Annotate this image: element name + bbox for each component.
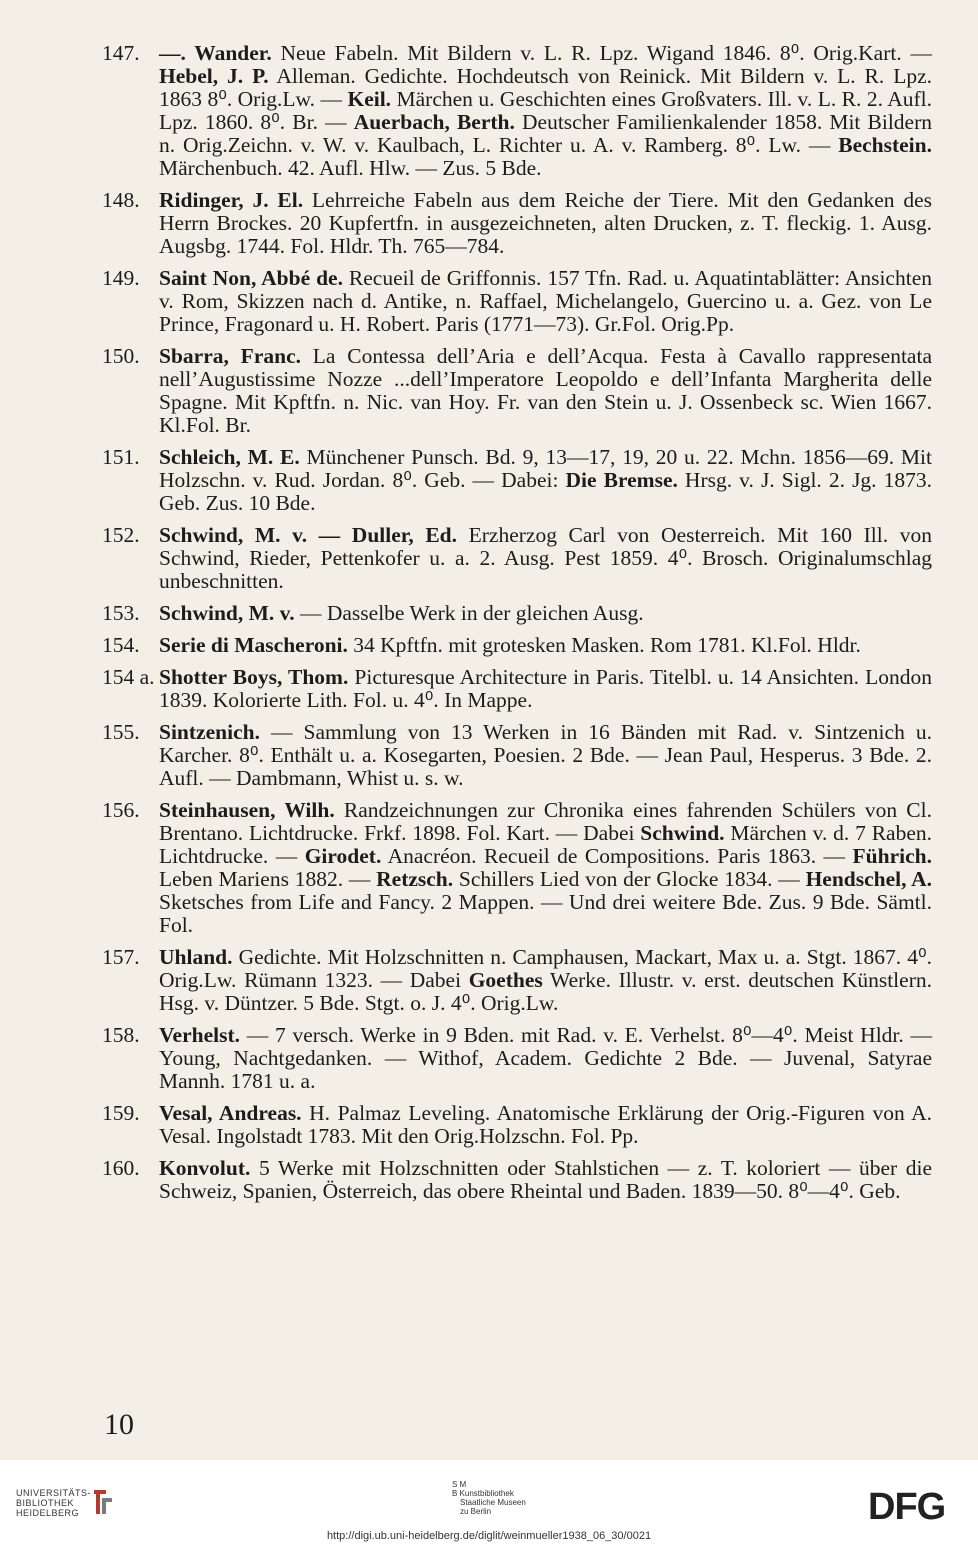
smb-line-1: S M: [452, 1480, 467, 1489]
entry-text: Randzeichnungen zur Chronika eines fahrenden Schülers von Cl. Brentano. Lichtdrucke. Frkf. 1898. Fol. Kart. — Dabei: [159, 798, 932, 845]
entry-number: 153.: [102, 601, 140, 625]
entry-text: Gedichte. Mit Holzschnitten n. Camphausen, Mackart, Max u. a. Stgt. 1867. 4⁰. Orig.Lw. Rümann 1323. — Dabei: [159, 945, 932, 992]
entry-author: Führich.: [852, 844, 932, 868]
entry-text: Lehrreiche Fabeln aus dem Reiche der Tiere. Mit den Gedanken des Herrn Brockes. 20 Kupfertfn. in ausgezeichneten, alten Drucken, z. T. fleckig. 1. Ausg. Augsbg. 1744. Fol. Hldr. Th. 765—784.: [159, 188, 932, 258]
entry-number: 149.: [102, 266, 140, 290]
entry-number: 148.: [102, 188, 140, 212]
smb-line-3: Staatliche Museen: [460, 1498, 526, 1507]
catalog-entry: [102, 721, 932, 790]
smb-line-4: zu Berlin: [460, 1507, 492, 1516]
entry-text: — Sammlung von 13 Werken in 16 Bänden mit Rad. v. Sintzenich u. Karcher. 8⁰. Enthält u. a. Kosegarten, Poesien. 2 Bde. — Jean Paul, Hesperus. 3 Bde. 2. Aufl. — Dambmann, Whist u. s. w.: [159, 720, 932, 790]
catalog-entry: [102, 446, 932, 515]
smb-label: [452, 1480, 526, 1516]
entry-text: Märchenbuch. 42. Aufl. Hlw. — Zus. 5 Bde.: [159, 156, 542, 180]
catalog-entry: [102, 189, 932, 258]
entry-author: Girodet.: [304, 844, 382, 868]
university-line-3: HEIDELBERG: [16, 1508, 80, 1518]
entry-number: 156.: [102, 798, 140, 822]
entry-number: 154.: [102, 633, 140, 657]
smb-line-2: B Kunstbibliothek: [452, 1489, 514, 1498]
entry-text: La Contessa dell’Aria e dell’Acqua. Festa à Cavallo rappresentata nell’Augustissime Nozze ...dell’Imperatore Leopoldo e dell’Infanta Margherita delle Spagne. Mit Kpftfn. n. Nic. van Hoy. Fr. van den Stein u. J. Ossenbeck sc. Wien 1667. Kl.Fol. Br.: [159, 344, 932, 437]
entry-author: Vesal, Andreas.: [159, 1101, 302, 1125]
entry-author: Die Bremse.: [565, 468, 678, 492]
catalog-entry: [102, 42, 932, 180]
entry-text: — Dasselbe Werk in der gleichen Ausg.: [294, 601, 644, 625]
viewer-footer: [0, 1460, 978, 1548]
catalog-entry: [102, 524, 932, 593]
entry-author: Verhelst.: [159, 1023, 241, 1047]
entry-text: Münchener Punsch. Bd. 9, 13—17, 19, 20 u. 22. Mchn. 1856—69. Mit Holzschn. v. Rud. Jordan. 8⁰. Geb. — Dabei:: [159, 445, 932, 492]
entry-number: 151.: [102, 445, 140, 469]
university-line-2: BIBLIOTHEK: [16, 1498, 75, 1508]
catalog-entry: [102, 1102, 932, 1148]
catalog-entries: [102, 42, 932, 1212]
entry-text: Recueil de Griffonnis. 157 Tfn. Rad. u. Aquatintablätter: Ansichten v. Rom, Skizzen nach d. Antike, n. Raffael, Michelangelo, Guercino u. a. Gez. von Le Prince, Fragonard u. H. Robert. Paris (1771—73). Gr.Fol. Orig.Pp.: [159, 266, 932, 336]
entry-author: —. Wander.: [159, 41, 272, 65]
catalog-entry: [102, 1024, 932, 1093]
catalog-entry: [102, 345, 932, 437]
page-number: 10: [104, 1408, 134, 1441]
entry-author: Sbarra, Franc.: [159, 344, 301, 368]
entry-author: Sintzenich.: [159, 720, 260, 744]
entry-number: 159.: [102, 1101, 140, 1125]
entry-text: Sketsches from Life and Fancy. 2 Mappen. — Und drei weitere Bde. Zus. 9 Bde. Sämtl. Fol.: [159, 890, 932, 937]
entry-text: Werke. Illustr. v. erst. deutschen Künstlern. Hsg. v. Düntzer. 5 Bde. Stgt. o. J. 4⁰. Orig.Lw.: [159, 968, 932, 1015]
entry-author: Schleich, M. E.: [159, 445, 300, 469]
entry-text: Anacréon. Recueil de Compositions. Paris 1863. —: [381, 844, 853, 868]
entry-author: Hebel, J. P.: [159, 64, 269, 88]
entry-text: H. Palmaz Leveling. Anatomische Erklärung der Orig.-Figuren von A. Vesal. Ingolstadt 1783. Mit den Orig.Holzschn. Fol. Pp.: [159, 1101, 932, 1148]
entry-text: 34 Kpftfn. mit grotesken Masken. Rom 1781. Kl.Fol. Hldr.: [347, 633, 861, 657]
entry-number: 157.: [102, 945, 140, 969]
entry-text: Erzherzog Carl von Oesterreich. Mit 160 Ill. von Schwind, Rieder, Pettenkofer u. a. 2. Ausg. Pest 1859. 4⁰. Brosch. Originalumschlag unbeschnitten.: [159, 523, 932, 593]
entry-author: Schwind, M. v.: [159, 601, 295, 625]
entry-author: Schwind, M. v. — Duller, Ed.: [159, 523, 457, 547]
entry-text: Schillers Lied von der Glocke 1834. —: [453, 867, 806, 891]
entry-text: 5 Werke mit Holzschnitten oder Stahlstichen — z. T. koloriert — über die Schweiz, Spanien, Österreich, das obere Rheintal und Baden. 1839—50. 8⁰—4⁰. Geb.: [159, 1156, 932, 1203]
entry-number: 154 a.: [102, 665, 155, 689]
entry-number: 147.: [102, 41, 140, 65]
entry-text: Neue Fabeln. Mit Bildern v. L. R. Lpz. Wigand 1846. 8⁰. Orig.Kart. —: [271, 41, 932, 65]
entry-author: Saint Non, Abbé de.: [159, 266, 343, 290]
entry-number: 155.: [102, 720, 140, 744]
catalog-entry: [102, 946, 932, 1015]
university-library-label: [16, 1488, 91, 1518]
entry-number: 152.: [102, 523, 140, 547]
catalog-entry: [102, 267, 932, 336]
catalog-entry: [102, 634, 932, 657]
entry-number: 160.: [102, 1156, 140, 1180]
entry-number: 150.: [102, 344, 140, 368]
entry-author: Retzsch.: [376, 867, 454, 891]
dfg-logo: DFG: [868, 1486, 946, 1528]
university-line-1: UNIVERSITÄTS-: [16, 1488, 92, 1498]
entry-author: Schwind.: [640, 821, 725, 845]
catalog-entry: [102, 666, 932, 712]
catalog-entry: [102, 799, 932, 937]
entry-author: Serie di Mascheroni.: [159, 633, 348, 657]
catalog-entry: [102, 602, 932, 625]
entry-number: 158.: [102, 1023, 140, 1047]
entry-author: Steinhausen, Wilh.: [159, 798, 335, 822]
entry-text: Märchen u. Geschichten eines Großvaters. Ill. v. L. R. 2. Aufl. Lpz. 1860. 8⁰. Br. —: [159, 87, 932, 134]
entry-text: Märchen v. d. 7 Raben. Lichtdrucke. —: [159, 821, 932, 868]
entry-author: Konvolut.: [159, 1156, 251, 1180]
entry-text: Hrsg. v. J. Sigl. 2. Jg. 1873. Geb. Zus. 10 Bde.: [159, 468, 933, 515]
entry-author: Keil.: [347, 87, 392, 111]
entry-text: Picturesque Architecture in Paris. Titelbl. u. 14 Ansichten. London 1839. Kolorierte Lith. Fol. u. 4⁰. In Mappe.: [159, 665, 932, 712]
page-url[interactable]: http://digi.ub.uni-heidelberg.de/diglit/weinmueller1938_06_30/0021: [326, 1530, 652, 1542]
entry-text: Deutscher Familienkalender 1858. Mit Bildern n. Orig.Zeichn. v. W. v. Kaulbach, L. Richter u. A. v. Ramberg. 8⁰. Lw. —: [159, 110, 933, 157]
entry-author: Hendschel, A.: [805, 867, 932, 891]
catalog-entry: [102, 1157, 932, 1203]
entry-author: Bechstein.: [838, 133, 932, 157]
entry-author: Uhland.: [159, 945, 233, 969]
entry-author: Shotter Boys, Thom.: [159, 665, 349, 689]
entry-text: — 7 versch. Werke in 9 Bden. mit Rad. v. E. Verhelst. 8⁰—4⁰. Meist Hldr. — Young, Nachtgedanken. — Withof, Academ. Gedichte 2 Bde. — Juvenal, Satyrae Mannh. 1781 u. a.: [159, 1023, 932, 1093]
entry-author: Ridinger, J. El.: [159, 188, 304, 212]
university-logo-icon: [92, 1486, 114, 1516]
entry-text: Alleman. Gedichte. Hochdeutsch von Reinick. Mit Bildern v. L. R. Lpz. 1863 8⁰. Orig.Lw. —: [159, 64, 932, 111]
entry-author: Auerbach, Berth.: [353, 110, 515, 134]
entry-text: Leben Mariens 1882. —: [159, 867, 377, 891]
entry-author: Goethes: [468, 968, 543, 992]
